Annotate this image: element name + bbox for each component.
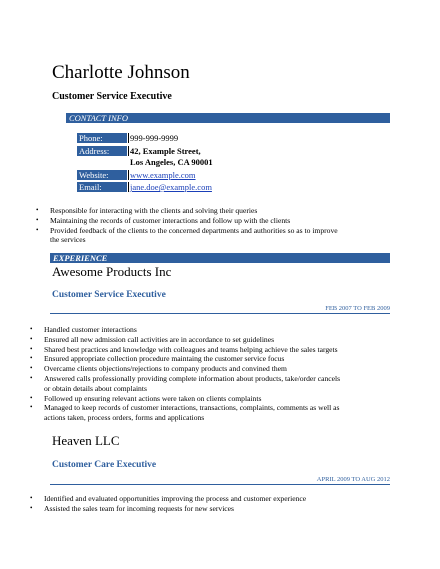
bullet-icon: • — [36, 206, 39, 214]
address-line2: Los Angeles, CA 90001 — [130, 157, 213, 167]
list-item: • Followed up ensuring relevant actions were taken on clients complaints — [30, 393, 262, 403]
job-role: Customer Service Executive — [52, 290, 166, 300]
list-item: • Handled customer interactions — [30, 325, 137, 334]
email-label: Email: — [77, 182, 127, 192]
list-item: • Ensured appropriate collection procedure maintaing the customer service focus — [30, 354, 285, 364]
website-label: Website: — [77, 170, 127, 180]
list-item: • Responsible for interacting with the clients and solving their queries — [36, 206, 258, 215]
list-item: • Overcame clients objections/rejections to company products and convined them — [30, 364, 287, 374]
address-label: Address: — [77, 146, 127, 156]
bullet-icon: • — [30, 494, 33, 502]
email-link[interactable]: jane.doe@example.com — [130, 182, 212, 192]
bullet-icon: • — [36, 225, 39, 234]
list-item: the services — [50, 235, 86, 245]
job-duties-list — [30, 325, 410, 423]
bullet-icon: • — [30, 334, 33, 343]
list-item: or obtain details about complaints — [44, 383, 147, 393]
list-item: • Managed to keep records of customer interactions, transactions, complaints, comments as well as — [30, 403, 340, 413]
bullet-icon: • — [30, 344, 33, 353]
list-item: • Assisted the sales team for incoming requests for new services — [30, 503, 235, 513]
job-dates: APRIL 2009 TO AUG 2012 — [50, 475, 390, 485]
bullet-icon: • — [30, 503, 33, 512]
job-duties-list — [30, 494, 410, 514]
list-item: actions taken, process orders, forms and applications — [44, 413, 205, 423]
divider — [128, 133, 129, 143]
company-name: Heaven LLC — [52, 433, 120, 448]
candidate-title: Customer Service Executive — [52, 91, 172, 102]
website-link[interactable]: www.example.com — [130, 170, 196, 180]
phone-label: Phone: — [77, 133, 127, 143]
list-item: • Maintaining the records of customer interactions and follow up with the clients — [36, 215, 291, 225]
summary-list — [36, 206, 406, 245]
bullet-icon: • — [30, 403, 33, 412]
list-item: • Identified and evaluated opportunities improving the process and customer experience — [30, 494, 307, 503]
contact-info-heading: CONTACT INFO — [66, 113, 390, 123]
list-item: • Provided feedback of the clients to the concerned departments and authorities so as to improve — [36, 225, 338, 235]
list-item: • Answered calls professionally providing complete information about products, take/order cancels — [30, 373, 341, 383]
bullet-icon: • — [30, 325, 33, 333]
job-dates: FEB 2007 TO FEB 2009 — [50, 304, 390, 314]
candidate-name: Charlotte Johnson — [52, 62, 190, 83]
divider — [128, 170, 129, 180]
divider — [128, 182, 129, 192]
experience-heading: EXPERIENCE — [50, 253, 390, 263]
bullet-icon: • — [30, 354, 33, 363]
address-line1: 42, Example Street, — [130, 146, 201, 156]
divider — [128, 146, 129, 156]
list-item: • Shared best practices and knowledge with colleagues and teams helping achieve the sales targets — [30, 344, 338, 354]
phone-value: 999-999-9999 — [130, 133, 179, 143]
company-name: Awesome Products Inc — [52, 264, 172, 279]
job-role: Customer Care Executive — [52, 460, 157, 470]
bullet-icon: • — [30, 364, 33, 373]
bullet-icon: • — [36, 215, 39, 224]
bullet-icon: • — [30, 393, 33, 402]
bullet-icon: • — [30, 373, 33, 382]
list-item: • Ensured all new admission call activities are in accordance to set guidelines — [30, 334, 275, 344]
